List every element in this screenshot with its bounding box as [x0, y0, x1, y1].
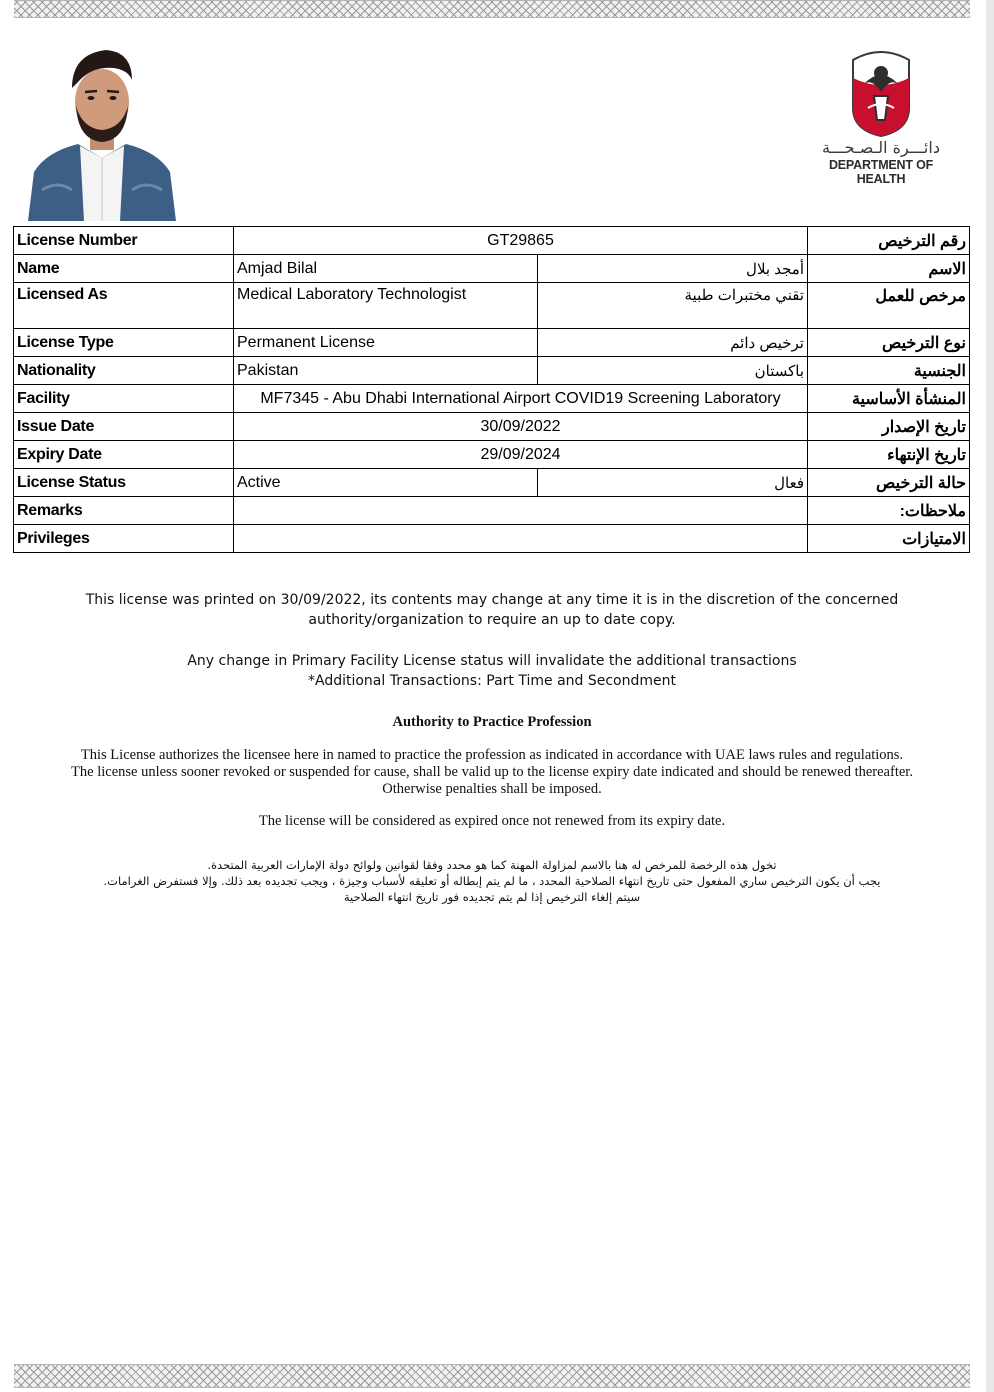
logo-english-text: DEPARTMENT OF HEALTH — [828, 158, 934, 186]
expiry-note: The license will be considered as expired once not renewed from its expiry date. — [258, 813, 726, 829]
issue-date-value: 30/09/2022 — [234, 413, 808, 441]
expiry-date-label: Expiry Date — [14, 441, 234, 469]
licensed-as-label: Licensed As — [14, 283, 234, 329]
table-row-facility — [14, 385, 970, 413]
page-edge — [986, 0, 994, 1392]
facility-label-ar: المنشأة الأساسية — [808, 385, 970, 413]
license-status-label-ar: حالة الترخيص — [808, 469, 970, 497]
name-value: Amjad Bilal — [234, 255, 538, 283]
falcon-emblem-icon — [806, 48, 956, 140]
photo-person-icon — [28, 40, 176, 221]
licensed-as-value-ar: تقني مختبرات طبية — [538, 283, 808, 329]
facility-notice — [40, 651, 944, 691]
authority-line3: Otherwise penalties shall be imposed. — [382, 781, 602, 797]
license-type-label-ar: نوع الترخيص — [808, 329, 970, 357]
authority-title: Authority to Practice Profession — [392, 714, 592, 730]
facility-notice-line1: Any change in Primary Facility License status will invalidate the additional transactions — [187, 653, 797, 669]
authority-text — [40, 747, 944, 798]
table-row-expiry-date — [14, 441, 970, 469]
remarks-label-ar: ملاحظات: — [808, 497, 970, 525]
print-notice — [40, 590, 944, 630]
license-status-value: Active — [234, 469, 538, 497]
license-type-label: License Type — [14, 329, 234, 357]
table-row-privileges — [14, 525, 970, 553]
nationality-label-ar: الجنسية — [808, 357, 970, 385]
privileges-label-ar: الامتيازات — [808, 525, 970, 553]
table-row-issue-date — [14, 413, 970, 441]
name-label-ar: الاسم — [808, 255, 970, 283]
department-of-health-logo — [806, 48, 956, 186]
license-type-value: Permanent License — [234, 329, 538, 357]
print-notice-line2: authority/organization to require an up to date copy. — [308, 612, 676, 628]
table-row-license-number — [14, 227, 970, 255]
remarks-label: Remarks — [14, 497, 234, 525]
license-status-value-ar: فعال — [538, 469, 808, 497]
issue-date-label-ar: تاريخ الإصدار — [808, 413, 970, 441]
arabic-note-line1: تخول هذه الرخصة للمرخص له هنا بالاسم لمزاولة المهنة كما هو محدد وفقا لقوانين ولوائح دولة الإمارات العربية المتحدة. — [207, 858, 777, 872]
nationality-label: Nationality — [14, 357, 234, 385]
privileges-value — [234, 525, 808, 553]
table-row-licensed-as — [14, 283, 970, 329]
facility-label: Facility — [14, 385, 234, 413]
table-row-license-status — [14, 469, 970, 497]
license-number-value: GT29865 — [234, 227, 808, 255]
nationality-value-ar: باكستان — [538, 357, 808, 385]
license-number-label: License Number — [14, 227, 234, 255]
license-details-table — [13, 226, 970, 553]
arabic-notes — [60, 857, 924, 905]
expiry-date-label-ar: تاريخ الإنتهاء — [808, 441, 970, 469]
decorative-border-top — [14, 0, 970, 18]
logo-arabic-text: دائـــرة الـصـحـــة — [822, 138, 940, 157]
license-type-value-ar: ترخيص دائم — [538, 329, 808, 357]
nationality-value: Pakistan — [234, 357, 538, 385]
authority-line2: The license unless sooner revoked or suspended for cause, shall be valid up to the license expiry date indicated and should be renewed thereafter. — [71, 764, 913, 780]
name-label: Name — [14, 255, 234, 283]
remarks-value — [234, 497, 808, 525]
licensee-photo — [28, 40, 176, 221]
license-status-label: License Status — [14, 469, 234, 497]
facility-notice-line2: *Additional Transactions: Part Time and Secondment — [307, 673, 676, 689]
issue-date-label: Issue Date — [14, 413, 234, 441]
expiry-date-value: 29/09/2024 — [234, 441, 808, 469]
license-number-label-ar: رقم الترخيص — [808, 227, 970, 255]
table-row-remarks — [14, 497, 970, 525]
licensed-as-value: Medical Laboratory Technologist — [234, 283, 538, 329]
arabic-note-line3: سيتم إلغاء الترخيص إذا لم يتم تجديده فور تاريخ انتهاء الصلاحية — [343, 890, 641, 904]
print-notice-line1: This license was printed on 30/09/2022, its contents may change at any time it is in the discretion of the concerned — [85, 592, 899, 608]
authority-line1: This License authorizes the licensee here in named to practice the profession as indicated in accordance with UAE laws rules and regulations. — [80, 747, 904, 763]
licensed-as-label-ar: مرخص للعمل — [808, 283, 970, 329]
decorative-border-bottom — [14, 1364, 970, 1388]
arabic-note-line2: يجب أن يكون الترخيص ساري المفعول حتى تاريخ انتهاء الصلاحية المحدد ، ما لم يتم إبطاله أو تعليقه لأسباب وجيزة ، ويجب تجديده بعد ذلك. وإلا فستفرض الغرامات. — [103, 874, 881, 888]
table-row-name — [14, 255, 970, 283]
facility-value: MF7345 - Abu Dhabi International Airport COVID19 Screening Laboratory — [234, 385, 808, 413]
table-row-nationality — [14, 357, 970, 385]
privileges-label: Privileges — [14, 525, 234, 553]
table-row-license-type — [14, 329, 970, 357]
name-value-ar: أمجد بلال — [538, 255, 808, 283]
